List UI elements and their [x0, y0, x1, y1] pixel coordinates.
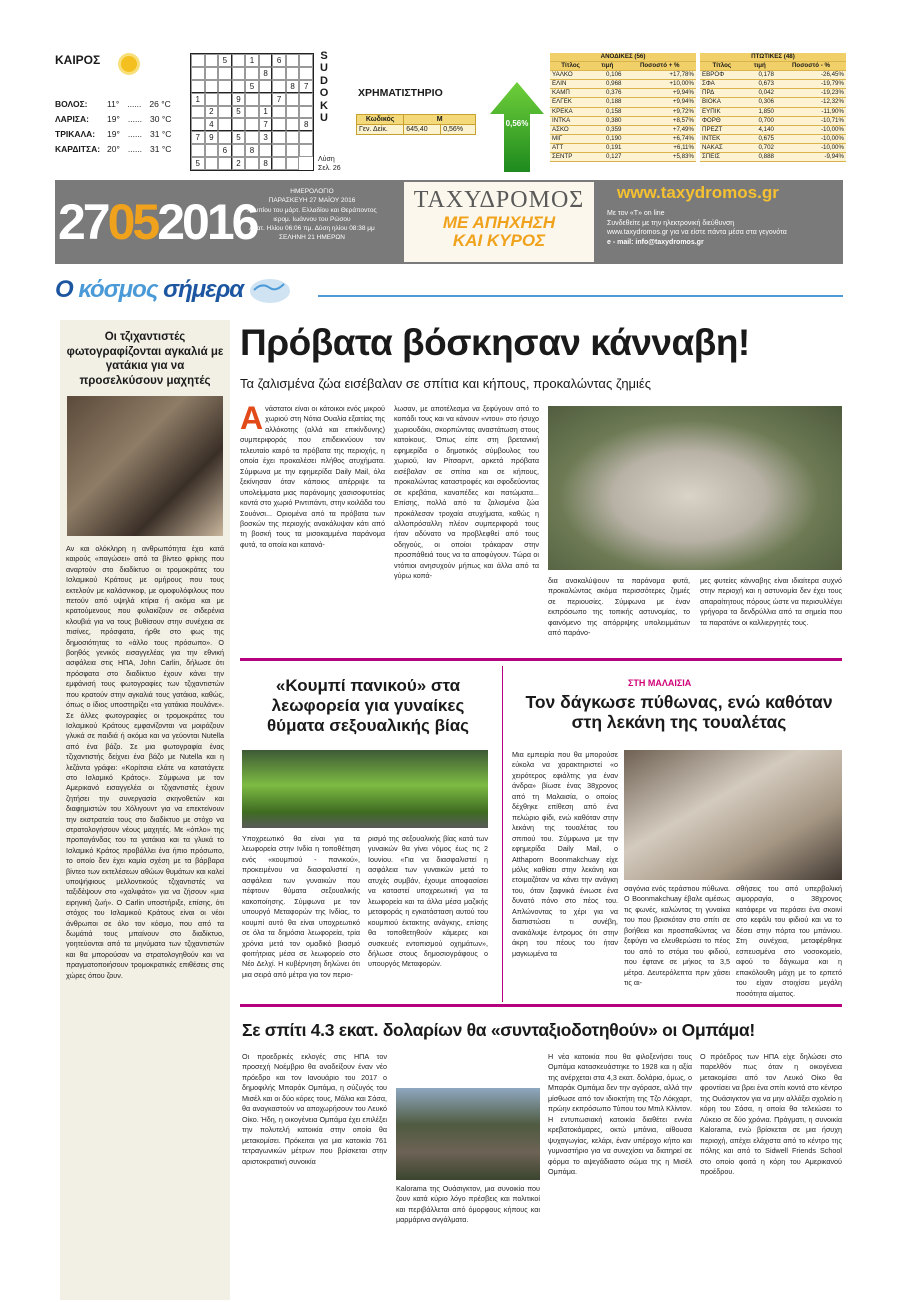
sudoku-cell [232, 118, 246, 131]
date-month: 05 [107, 194, 158, 250]
table-cell: +8,57% [623, 116, 696, 125]
table-cell: ΕΥΠΙΚ [700, 107, 744, 116]
sudoku-cell [191, 80, 205, 93]
sudoku-cell [205, 80, 219, 93]
sudoku-cell: 7 [191, 131, 205, 144]
sudoku-cell [191, 54, 205, 67]
calendar-line: Ανατ. Ηλίου 06:06 πμ. Δύση ηλίου 08:38 μμ [249, 225, 375, 233]
table-cell: ΒΙΟΚΑ [700, 98, 744, 107]
table-cell: 0,158 [591, 107, 623, 116]
table-row [550, 143, 696, 152]
sudoku-cell [245, 157, 259, 170]
brand-box [404, 182, 594, 262]
table-row [700, 71, 846, 80]
sudoku-cell: 5 [218, 54, 232, 67]
table-cell: 0,178 [744, 71, 776, 80]
sudoku-cell [245, 93, 259, 106]
weather-high: 30 °C [150, 114, 172, 124]
section-divider [318, 295, 843, 297]
sudoku-cell: 1 [259, 106, 273, 119]
main-col-1 [240, 404, 385, 656]
sudoku-cell [218, 106, 232, 119]
table-row [700, 98, 846, 107]
calendar-line: ΠΑΡΑΣΚΕΥΗ 27 ΜΑΪΟΥ 2016 [268, 197, 356, 205]
sudoku-cell [205, 67, 219, 80]
sudoku-cell [272, 106, 286, 119]
issue-date [58, 182, 257, 262]
table-cell: -26,45% [776, 71, 846, 80]
sudoku-cell: 5 [245, 80, 259, 93]
obama-col-3: Ο πρόεδρος των ΗΠΑ είχε δηλώσει στο παρελθόν πως όταν η οικογένεια μετακομίσει από τον Λευκό Οίκο θα φροντίσει να βρει ένα σπίτι κοντά στο κέντρο της Ουάσιγκτον για να μην αλλάξει σχολείο η κόρη του Σάσα, η οποία θα τελειώσει το Λύκειο σε δύο χρόνια. Πράγματι, η συνοικία Kalorama, ενώ βρίσκεται σε μια ήσυχη περιοχή, απέχει ελάχιστα από το κέντρο της πόλης και από το Sidwell Friends School στο οποίο φοιτά η κόρη του Αμερικανού προέδρου. [700, 1052, 842, 1176]
sudoku-cell [232, 54, 246, 67]
table-row [550, 98, 696, 107]
sudoku-cell: 5 [191, 157, 205, 170]
column-header: Ποσοστό - % [776, 62, 846, 71]
main-col-3: δια ανακαλύψουν τα παράνομα φυτά, προκαλώντας ακόμα περισσότερες ζημιές σε περιουσίες. Σύμφωνα με έναν εκπρόσωπο της τοπικής αστυνομίας, το φαινόμενο της απόρριψης υπολειμμάτων από παράνο- [548, 576, 690, 638]
table-cell: +9,94% [623, 98, 696, 107]
sudoku-label [316, 50, 332, 124]
table-cell: 0,306 [744, 98, 776, 107]
table-row [550, 125, 696, 134]
obama-col-1: Οι προεδρικές εκλογές στις ΗΠΑ τον προσεχή Νοέμβριο θα αναδείξουν έναν νέο πρόεδρο και τον Ιανουάριο του 2017 ο δημοφιλής Μπαράκ Ομπάμα, η σύζυγός του Μισέλ και οι δύο κόρες τους, Μάλια και Σάσα, θα αναγκαστούν να αποχωρήσουν του Λευκό Οίκο. Ήδη, η οικογένεια Ομπάμα έχει επιλέξει την πολυτελή κατοικία στην οποία θα μετακομίσει. Πρόκειται για μια κατοικία 761 τετραγωνικών μέτρων που βρίσκεται στην αριστοκρατική συνοικία [242, 1052, 387, 1166]
sudoku-cell [191, 67, 205, 80]
calendar-line: ΣΕΛΗΝΗ 21 ΗΜΕΡΩΝ [279, 234, 345, 242]
main-subtitle: Τα ζαλισμένα ζώα εισέβαλαν σε σπίτια και κήπους, προκαλώντας ζημιές [240, 376, 651, 391]
sudoku-cell: 2 [205, 106, 219, 119]
sidebar-headline: Οι τζιχαντιστές φωτογραφίζονται αγκαλιά με γατάκια για να προσελκύσουν μαχητές [66, 331, 224, 387]
sudoku-cell [286, 118, 300, 131]
sudoku-caption-2: Σελ. 26 [318, 165, 341, 172]
table-cell: ΙΝΤΕΚ [700, 134, 744, 143]
sudoku-cell [272, 131, 286, 144]
sudoku-cell: 8 [245, 144, 259, 157]
table-cell: -11,90% [776, 107, 846, 116]
table-row [700, 80, 846, 89]
sudoku-cell [245, 131, 259, 144]
table-row [700, 153, 846, 162]
weather-row: ΚΑΡΔΙΤΣΑ: 20° ...... 31 °C [55, 142, 185, 157]
weather-row: ΤΡΙΚΑΛΑ: 19° ...... 31 °C [55, 127, 185, 142]
table-title: ΑΝΟΔΙΚΕΣ (56) [550, 53, 696, 62]
table-cell: 0,191 [591, 143, 623, 152]
sudoku-cell [205, 157, 219, 170]
table-cell: +9,94% [623, 89, 696, 98]
sudoku-cell [232, 144, 246, 157]
python-col-3: σθήσεις του από υπερβολική αιμορραγία, ο 38χρονος κατάφερε να περάσει ένα σκοινί στο κεφάλι του φιδιού και να το δέσει στην πόρτα του μπάνιου. Στη συνέχεια, μεταφέρθηκε εσπευσμένα στο νοσοκομείο, αφού το δάγκωμα και η επακόλουθη μάχη με το ερπετό του είχαν στοιχίσει μεγάλη ποσότητα αίματος. [736, 884, 842, 998]
weather-rows [55, 97, 185, 157]
table-row [700, 107, 846, 116]
table-cell: +10,00% [623, 80, 696, 89]
sudoku-cell [272, 67, 286, 80]
sidebar-body: Αν και ολόκληρη η ανθρωπότητα έχει κατά καιρούς «παγώσει» από τα βίντεο φρίκης που αναρτούν στο διαδίκτυο οι τρομοκράτες του Ισλαμικού Κράτους με ομήρους που τους εκτελούν με καλάσνικοφ, με ομοφυλόφιλους που πετούν από υψηλά κτίρια ή ακόμα και με κρατούμενους που φυλακίζουν σε σιδερένια κλουβιά για να τους βυθίσουν στην συνέχεια σε πισίνες, πρόσφατα, ήρθε στο φως της δημοσιότητας το «άλλο τους πρόσωπο». Ο βοηθός γενικός εισαγγελέας για την εθνική ασφάλεια στις ΗΠΑ, John Carlin, δήλωσε ότι πρόσφατα στο διαδίκτυο έχουν κάνει την εμφάνισή τους φωτογραφίες των τζιχαντιστών που κρατούν στην αγκαλιά τους γατάκια, καθώς, όπως ο ίδιος υποστηρίζει «τα γατάκια πουλάνε». Σε άλλες φωτογραφίες οι τρομοκράτες του Ισλαμικού Κράτους εμφανίζονται να μοιράζουν γλυκά σε παιδιά ή ακόμα και να γεύονται Nutella από ένα βάζο. Σε μια φωτογραφία ένας τζιχαντιστής δείχνει ένα βάζο με Nutella και η λεζάντα γράφει: «Κορίτσια ελάτε να κατατάγετε στο Ισλαμικό Κράτος». Σύμφωνα με τον Αμερικανό εισαγγελέα οι τζιχαντιστές έχουν ζητήσει την συνεργασία σκηνοθετών και διαφημιστών του Χόλιγουντ για να επεκτείνουν την εκστρατεία τους στο διαδίκτυο με στόχο να στρατολογήσουν νέους μαχητές. Με «όπλο» της προπαγάνδας του τα γατάκια και τα γλυκά το Ισλαμικό Κράτος προβάλλει ένα ήπιο πρόσωπο, το οποίο δεν έχει καμία σχέση με τα βάρβαρα βίντεο των εκτελέσεων αθώων θυμάτων και καλεί υποψήφιους μελλοντικούς τζιχαντιστές να ταξιδέψουν στο «χαλιφάτο» για να ζήσουν «μια ειρηνική ζωή». Ο Carlin υποστήριξε, επίσης, ότι στόχος του Ισλαμικού Κράτους είναι οι νέοι άνθρωποι σε όλο τον κόσμο, που από τα δωμάτιά τους μπαίνουν στο διαδίκτυο, γοητεύονται από τα μηνύματα των τζιχαντιστών και θα μπορούσαν να στρατολογηθούν και να πραγματοποιήσουν τρομοκρατικές επιθέσεις στις χώρες όπου ζουν. [66, 544, 224, 980]
globe-icon [248, 276, 292, 306]
sudoku-letter: O [319, 87, 329, 100]
sudoku-cell [286, 157, 300, 170]
sudoku-cell: 7 [272, 93, 286, 106]
main-headline: Πρόβατα βόσκησαν κάνναβη! [240, 322, 750, 363]
table-cell: -19,23% [776, 89, 846, 98]
sudoku-cell [218, 93, 232, 106]
sudoku-cell [286, 144, 300, 157]
toilet-photo [624, 750, 842, 880]
sudoku-cell [205, 144, 219, 157]
table-row [550, 134, 696, 143]
weather-low: 19° [107, 129, 120, 139]
table-cell: -10,00% [776, 143, 846, 152]
sudoku-cell: 5 [232, 106, 246, 119]
weather-city: ΚΑΡΔΙΤΣΑ: [55, 144, 101, 154]
sun-icon [121, 56, 137, 72]
bus-col-1: Υποχρεωτικό θα είναι για τα λεωφορεία στην Ινδία η τοποθέτηση ενός «κουμπιού - πανικού», προκειμένου να διασφαλιστεί η ασφάλεια των γυναικών που πέφτουν θύματα σεξουαλικής κακοποίησης. Σύμφωνα με τον υπουργό Μεταφορών της Ινδίας, το κουμπί αυτό θα είναι υποχρεωτικό σε όλα τα δημόσια λεωφορεία, τρία χρόνια μετά τον ομαδικό βιασμό φοιτήτριας μέσα σε λεωφορείο στο Νέο Δελχί. Η κυβέρνηση δηλώνει ότι μια σειρά από μέτρα για τον περιο- [242, 834, 360, 979]
sudoku-caption [318, 155, 341, 173]
sudoku-cell [259, 54, 273, 67]
weather-city: ΒΟΛΟΣ: [55, 99, 88, 109]
date-year: 2016 [157, 194, 257, 250]
brand-name: ΤΑΧΥΔΡΟΜΟΣ [413, 187, 585, 213]
calendar-line: ιερομ. Ιωάννου του Ρώσου [273, 215, 351, 223]
sudoku-cell [286, 131, 300, 144]
table-cell: 0,380 [591, 116, 623, 125]
weather-high: 26 °C [149, 99, 171, 109]
table-cell: +9,72% [623, 107, 696, 116]
stock-title: ΧΡΗΜΑΤΙΣΤΗΡΙΟ [358, 87, 443, 99]
sudoku-cell [218, 157, 232, 170]
table-cell: ΝΑΚΑΣ [700, 143, 744, 152]
table-row [550, 80, 696, 89]
sudoku-cell [218, 118, 232, 131]
table-cell: ΣΠΕΙΣ [700, 153, 744, 162]
sudoku-cell [286, 54, 300, 67]
table-cell: 0,127 [591, 153, 623, 162]
sudoku-cell [245, 67, 259, 80]
sudoku-cell: 2 [232, 157, 246, 170]
weather-row: ΛΑΡΙΣΑ: 19° ...... 30 °C [55, 112, 185, 127]
main-col-1-text: νάστατοι είναι οι κάτοικοι ενός μικρού χωριού στη Νότια Ουαλία εξαιτίας της αλλόκοτης (αλλά και επικίνδυνης) συμπεριφοράς που επιδεικνύουν τον τελευταίο καιρό τα πρόβατα της περιοχής, η οποία έχει προκαλέσει πλήθος ατυχήματα. Σύμφωνα με την εφημερίδα Daily Mail, όλα ξεκίνησαν όταν κάποιος απέρριψε τα υπολείμματα μιας παράνομης χασισοφυτείας κοντά στο χωριό Ριντιπάντι, στην κοιλάδα του Σουόνσι... Οριομένα από τα πρόβατα των βοσκών της περιοχής ανακάλυψαν κάτι από τη βοσκή τους τα μισοκαμμένα παράνομα φυτά, τα οποία και κατανά- [240, 404, 385, 549]
sudoku-cell: 8 [286, 80, 300, 93]
table-cell: ΚΡΕΚΑ [550, 107, 591, 116]
table-cell: 0,359 [591, 125, 623, 134]
kitten-photo [67, 396, 223, 536]
sudoku-cell [259, 93, 273, 106]
table-cell: +7,49% [623, 125, 696, 134]
table-row [700, 116, 846, 125]
section-word-1: Ο [55, 276, 79, 303]
sudoku-cell [286, 106, 300, 119]
sudoku-cell: 8 [299, 118, 313, 131]
python-kicker: ΣΤΗ ΜΑΛΑΙΣΙΑ [628, 678, 692, 688]
weather-city: ΛΑΡΙΣΑ: [55, 114, 89, 124]
weather-low: 20° [107, 144, 120, 154]
weather-city: ΤΡΙΚΑΛΑ: [55, 129, 96, 139]
table-cell: -12,32% [776, 98, 846, 107]
stock-value: 645,40 [404, 125, 441, 135]
sudoku-cell: 4 [205, 118, 219, 131]
sudoku-letter: U [320, 62, 328, 75]
table-cell: -10,71% [776, 116, 846, 125]
sudoku-letter: D [320, 74, 328, 87]
table-cell: ΥΑΛΚΟ [550, 71, 591, 80]
table-row [700, 89, 846, 98]
stock-h2: Μ [404, 115, 476, 125]
sudoku-cell [245, 118, 259, 131]
weather-box [55, 53, 185, 175]
sudoku-cell [218, 80, 232, 93]
bus-headline: «Κουμπί πανικού» στα λεωφορεία για γυναίκες θύματα σεξουαλικής βίας [266, 676, 469, 735]
table-title: ΠΤΩΤΙΚΕΣ (48) [700, 53, 846, 62]
table-cell: 0,190 [591, 134, 623, 143]
column-header: Τίτλος [550, 62, 591, 71]
table-cell: ΚΑΜΠ [550, 89, 591, 98]
main-col-4: μες φυτείες κάνναβης είναι ιδιαίτερα συχνό στην περιοχή και η αστυνομία δεν έχει τους απαραίτητους πόρους ώστε να περισυλλέγει γρήγορα τα δενδρύλλια από τα σημεία που τα παρατάνε οι καλλιεργητές τους. [700, 576, 842, 627]
bus-col-2: ρισμό της σεξουαλικής βίας κατά των γυναικών θα γίνει νόμος έως τις 2 Ιουνίου. «Για να διασφαλιστεί η ασφάλεια των γυναικών μετά το ατυχές συμβάν, έχουμε αποφασίσει να καταστεί υποχρεωτική για τα λεωφορεία και τα άλλα μέσα μαζικής μεταφοράς η εγκατάσταση αυτού του κουμπιού έκτακτης ανάγκης, επίσης θα τοποθετηθούν κάμερες και συσκευές εντοπισμού οχημάτων», δήλωσε στους δημοσιογράφους ο υπουργός Μεταφορών. [368, 834, 488, 969]
stock-name: Γεν. Δείκ. [357, 125, 404, 135]
table-cell: 0,675 [744, 134, 776, 143]
table-cell: ΠΡΕΖΤ [700, 125, 744, 134]
obama-caption: Kalorama της Ουάσιγκτον, μια συνοικία που ζουν κατά κύριο λόγο πρέσβεις και πολιτικοί και περιβάλλεται από όμορφους κήπους και μαρμάρινα ανγάλματα. [396, 1184, 540, 1225]
python-headline: Τον δάγκωσε πύθωνας, ενώ καθόταν στη λεκάνη της τουαλέτας [525, 692, 833, 732]
weather-title: ΚΑΙΡΟΣ [55, 53, 101, 67]
table-cell: +5,83% [623, 153, 696, 162]
divider-line [240, 658, 842, 661]
brand-slogan-2: ΚΑΙ ΚΥΡΟΣ [452, 231, 546, 250]
stock-index-table [356, 114, 476, 135]
table-cell: 0,106 [591, 71, 623, 80]
python-col-2: σαγόνια ενός τεράστιου πύθωνα. Ο Boonmakchuay έβαλε αμέσως τις φωνές, καλώντας τη γυναίκα του που βρισκόταν στο σπίτι σε βοήθεια και προσπαθώντας να ξεφύγει να ελευθερώσει το πέος του από το στόμα του φιδιού, που έφτανε σε μήκος τα 3,5 μέτρα. Δευτερόλεπτα πριν χάσει τις αι- [624, 884, 730, 988]
table-row [550, 116, 696, 125]
table-cell: +6,11% [623, 143, 696, 152]
table-cell: 0,042 [744, 89, 776, 98]
python-col-1: Μια εμπειρία που θα μπορούσε εύκολα να χαρακτηριστεί «ο χειρότερος εφιάλτης για έναν άνδρα» βίωσε ένας 38χρονος από τη Μαλαισία, ο οποίος δέχθηκε επίθεση από ένα πελώριο φίδι, ενώ καθόταν στην λεκάνη της τουαλέτας του σπιτιού του. Σύμφωνα με την εφημερίδα Daily Mail, ο Atthaporn Boonmakchuay είχε μόλις καθίσει στην λεκάνη και ετοιμαζόταν να κάνει την ανάγκη του, όταν ξαφνικά ένιωσε ένα δυνατό πόνο στο πέος του. Απλώνοντας το χέρι για να διαπιστώσει τι συνέβη, ανακάλυψε έντρομος ότι στην άκρη του πέους του ήταν μαγκωμένα τα [512, 750, 618, 958]
table-cell: 0,968 [591, 80, 623, 89]
column-header: τιμή [591, 62, 623, 71]
table-cell: 0,376 [591, 89, 623, 98]
sudoku-letter: U [320, 112, 328, 125]
table-cell: 0,673 [744, 80, 776, 89]
sudoku-cell: 6 [272, 54, 286, 67]
sudoku-cell [299, 54, 313, 67]
sudoku-cell: 1 [245, 54, 259, 67]
website-link[interactable]: www.taxydromos.gr [617, 183, 779, 202]
table-cell: ΙΝΤΚΑ [550, 116, 591, 125]
table-cell: 0,702 [744, 143, 776, 152]
drop-cap: Α [240, 404, 264, 436]
sudoku-cell [191, 144, 205, 157]
obama-col-2: Η νέα κατοικία που θα φιλοξενήσει τους Ομπάμα κατασκευάστηκε το 1928 και η αξία της ανέρχεται στα 4,3 εκατ. δολάρια, όμως, ο Μπαράκ Ομπάμα δεν την αγόρασε, αλλά την μίσθωσε από τον ιδιοκτήτη της Τζο Λόκχαρτ, πρώην εκπρόσωπο Τύπου του Μπιλ Κλίντον. Η εντυπωσιακή κατοικία διαθέτει εννέα κρεβατοκάμαρες, οκτώ μπάνια, αίθουσα ψυχαγωγίας, κελάρι, έναν υπέροχο κήπο και γυμναστήριο για να συνεχίσει να διατηρεί σε φόρμα το αψεγάδιαστο σώμα της η Μισέλ Ομπάμα. [548, 1052, 692, 1176]
sudoku-cell [245, 106, 259, 119]
sudoku-cell: 7 [299, 80, 313, 93]
up-arrow-icon [490, 82, 544, 172]
sudoku-cell [259, 144, 273, 157]
table-cell: -10,00% [776, 125, 846, 134]
sudoku-cell: 3 [259, 131, 273, 144]
sudoku-cell: 8 [259, 157, 273, 170]
table-cell: ΣΦΑ [700, 80, 744, 89]
table-cell: ΜΙΓ [550, 134, 591, 143]
sudoku-cell [218, 67, 232, 80]
bus-photo [242, 750, 488, 828]
losers-table [700, 53, 846, 162]
table-cell: ΕΛΓΕΚ [550, 98, 591, 107]
sudoku-cell: 9 [232, 93, 246, 106]
calendar-line: Αλυπίου του μάρτ. Ελλαδίου και Θεράποντος [247, 206, 377, 214]
table-cell: 4,140 [744, 125, 776, 134]
table-row [550, 107, 696, 116]
house-photo [396, 1088, 540, 1180]
weather-low: 11° [107, 99, 120, 109]
gainers-table [550, 53, 696, 162]
table-cell: ΑΣΚΟ [550, 125, 591, 134]
sheep-photo [548, 406, 842, 570]
column-header: Ποσοστό + % [623, 62, 696, 71]
weather-row: ΒΟΛΟΣ: 11° ...... 26 °C [55, 97, 185, 112]
sudoku-cell [272, 144, 286, 157]
column-header: Τίτλος [700, 62, 744, 71]
sudoku-cell: 8 [259, 67, 273, 80]
table-row [700, 134, 846, 143]
table-cell: ΕΛΙΝ [550, 80, 591, 89]
sudoku-caption-1: Λύση [318, 156, 335, 163]
sudoku-cell [232, 67, 246, 80]
sudoku-cell: 1 [191, 93, 205, 106]
column-divider [502, 666, 503, 1002]
sudoku-cell [286, 67, 300, 80]
sudoku-grid [190, 53, 314, 171]
column-header: τιμή [744, 62, 776, 71]
sudoku-cell [299, 67, 313, 80]
sudoku-cell: 6 [218, 144, 232, 157]
table-row [700, 125, 846, 134]
table-cell: ΠΡΔ [700, 89, 744, 98]
table-cell: 0,700 [744, 116, 776, 125]
table-cell: 1,850 [744, 107, 776, 116]
section-word-3: σήμερα [163, 276, 244, 303]
table-cell: -19,79% [776, 80, 846, 89]
arrow-value: 0,56% [505, 119, 529, 128]
weather-low: 19° [107, 114, 120, 124]
sudoku-letter: K [320, 99, 328, 112]
table-cell: 0,888 [744, 153, 776, 162]
sudoku-cell [259, 80, 273, 93]
table-row [550, 71, 696, 80]
table-cell: -9,94% [776, 153, 846, 162]
web-line: www.taxydromos.gr για να είστε πάντα μέσα στα γεγονότα [607, 229, 787, 236]
weather-high: 31 °C [150, 129, 172, 139]
table-cell: ΕΒΡΟΦ [700, 71, 744, 80]
sidebar-article [60, 320, 230, 1300]
sudoku-cell [232, 80, 246, 93]
sudoku-cell [205, 93, 219, 106]
stock-h1: Κωδικός [357, 115, 404, 125]
sudoku-cell [299, 93, 313, 106]
table-cell: ΦΟΡΘ [700, 116, 744, 125]
sudoku-cell [191, 118, 205, 131]
table-cell: 0,188 [591, 98, 623, 107]
table-cell: +17,78% [623, 71, 696, 80]
stock-pct: 0,56% [441, 125, 476, 135]
sudoku-cell [191, 106, 205, 119]
sudoku-cell [299, 131, 313, 144]
web-line: Με τον «Τ» on line [607, 210, 665, 217]
sudoku-cell [272, 157, 286, 170]
section-word-2: κόσμος [78, 276, 164, 303]
weather-high: 31 °C [150, 144, 172, 154]
sudoku-cell [299, 144, 313, 157]
sudoku-cell: 5 [232, 131, 246, 144]
calendar-line: ΗΜΕΡΟΛΟΓΙΟ [290, 188, 334, 195]
brand-slogan-1: ΜΕ ΑΠΗΧΗΣΗ [442, 213, 556, 232]
sudoku-cell: 7 [259, 118, 273, 131]
email-link[interactable]: e - mail: info@taxydromos.gr [607, 238, 704, 246]
section-header [55, 276, 315, 316]
sudoku-cell [272, 80, 286, 93]
web-box [607, 182, 843, 262]
main-col-2: λωσαν, με αποτέλεσμα να ξεφύγουν από το κοπάδι τους και να κάνουν «ντου» στο ήσυχο χωριουδάκι, σκορπώντας αναστάτωση στους κατοίκους. Όπως είπε στη βρετανική εφημερίδα ο δημοτικός σύμβουλος του χωριού, Ιαν Ρίτσαρντ, αρκετά πρόβατα εισέβαλαν σε σπίτια και σε κήπους, προκαλώντας καταστροφές και σφοδεύοντας σε κρεβάτια, καναπέδες και πατώματα... Επίσης, πολλά από τα ζαλισμένα ζώα προκάλεσαν τροχαία ατυχήματα, καθώς η αλλοπρόσαλλη πλέον συμπεριφορά τους ήταν αδύνατο να προβλεφθεί από τους οδηγούς, οι οποίοι τράκαραν στην προσπάθειά τους να τα αποφύγουν. Τώρα οι ντόπιοι ανησυχούν μήπως και άλλα από τα γύρω κοπά- [394, 404, 539, 581]
table-cell: -10,00% [776, 134, 846, 143]
obama-headline: Σε σπίτι 4.3 εκατ. δολαρίων θα «συνταξιοδοτηθούν» οι Ομπάμα! [242, 1020, 755, 1040]
calendar-box [232, 187, 392, 243]
sudoku-letter: S [320, 50, 328, 62]
sudoku-cell [205, 54, 219, 67]
table-row [550, 153, 696, 162]
table-cell: +6,74% [623, 134, 696, 143]
sudoku-cell [272, 118, 286, 131]
sudoku-cell [286, 93, 300, 106]
table-cell: ΑΤΤ [550, 143, 591, 152]
table-row [700, 143, 846, 152]
table-cell: ΣΕΝΤΡ [550, 153, 591, 162]
sudoku-cell [299, 106, 313, 119]
table-row [550, 89, 696, 98]
sudoku-cell: 9 [205, 131, 219, 144]
sudoku-cell [218, 131, 232, 144]
divider-line [240, 1004, 842, 1007]
date-day: 27 [58, 194, 108, 250]
web-line: Συνδεθείτε με την ηλεκτρονική διεύθυνση [607, 219, 735, 227]
